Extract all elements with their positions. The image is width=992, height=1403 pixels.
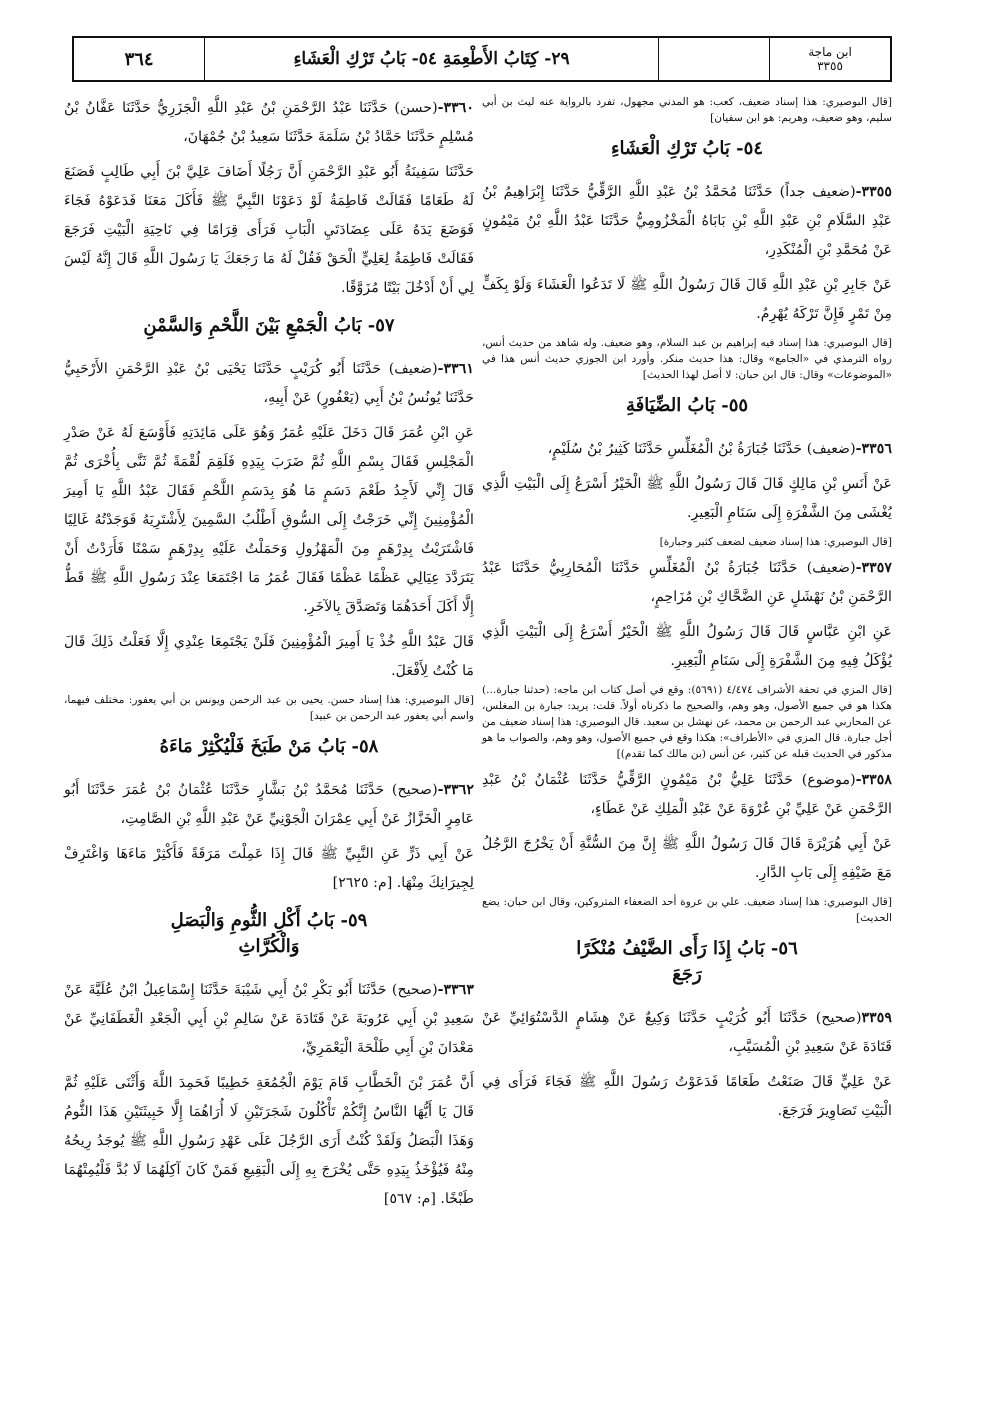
hadith-3359-isnad bbox=[482, 1004, 892, 1062]
hadith-3361-matn: عَنِ ابْنِ عُمَرَ قَالَ دَخَلَ عَلَيْهِ عُمَرُ وَهُوَ عَلَى مَائِدَتِهِ فَأَوْسَعَ لَهُ عَنْ صَدْرِ الْمَجْلِسِ فَقَالَ بِسْمِ اللَّهِ ثُمَّ ضَرَبَ بِيَدِهِ فَلَقِمَ لُقْمَةً ثُمَّ ثَنَّى بِأُخْرَى ثُمَّ قَالَ إِنِّي لَأَجِدُ طَعْمَ دَسَمٍ مَا هُوَ بِدَسَمِ اللَّحْمِ فَقَالَ عَبْدُ اللَّهِ يَا أَمِيرَ الْمُؤْمِنِينَ إِنِّي خَرَجْتُ إِلَى السُّوقِ أَطْلُبُ السَّمِينَ لِأَشْتَرِيَهُ فَوَجَدْتُهُ غَالِيًا فَاشْتَرَيْتُ بِدِرْهَمٍ مِنَ الْمَهْزُولِ وَحَمَلْتُ عَلَيْهِ بِدِرْهَمٍ سَمْنًا فَأَرَدْتُ أَنْ يَتَرَدَّدَ عِيَالِي عَظْمًا عَظْمًا فَقَالَ عُمَرُ مَا اجْتَمَعَا عِنْدَ رَسُولِ اللَّهِ ﷺ قَطُّ إِلَّا أَكَلَ أَحَدَهُمَا وَتَصَدَّقَ بِالآخَرِ. bbox=[64, 425, 474, 615]
hadith-grade: (حسن) bbox=[394, 100, 438, 116]
header-book-author: ابن ماجة bbox=[808, 45, 852, 59]
header-running-title: ٢٩- كِتَابُ الأَطْعِمَةِ ٥٤- بَابُ تَرْكِ الْعَشَاءِ bbox=[204, 38, 658, 80]
page-header bbox=[72, 36, 892, 82]
hadith-3363-isnad bbox=[64, 976, 474, 1063]
hadith-isnad-text: حَدَّثَنَا مُحَمَّدُ بْنُ عَبْدِ اللَّهِ الرَّقِّيُّ حَدَّثَنَا إِبْرَاهِيمُ بْنُ عَبْدِ السَّلَامِ بْنِ عَبْدِ اللَّهِ بْنِ بَابَاهُ الْمَخْزُومِيُّ حَدَّثَنَا عَبْدُ اللَّهِ بْنُ مَيْمُونٍ عَنْ مُحَمَّدِ بْنِ الْمُنْكَدِرِ، bbox=[482, 184, 892, 258]
header-hadith-range: ٣٣٥٥ bbox=[817, 59, 843, 73]
hadith-3358-note: [قال البوصيري: هذا إسناد ضعيف. علي بن عروة أحد الضعفاء المتروكين، وقال ابن حبان: يضع الحديث] bbox=[482, 896, 892, 924]
chapter-56-line2: رَجَعَ bbox=[672, 964, 702, 985]
hadith-isnad-text: حَدَّثَنَا جُبَارَةُ بْنُ الْمُغَلِّسِ حَدَّثَنَا الْمُحَارِبِيُّ حَدَّثَنَا عَبْدُ الرَّحْمَنِ بْنُ نَهْشَلٍ عَنِ الضَّحَّاكِ بْنِ مُزَاحِمٍ، bbox=[482, 560, 892, 605]
hadith-number: ٣٣٥٧- bbox=[855, 560, 892, 576]
header-empty-cell bbox=[658, 38, 769, 80]
hadith-3359-matn: عَنْ عَلِيٍّ قَالَ صَنَعْتُ طَعَامًا فَدَعَوْتُ رَسُولَ اللَّهِ ﷺ فَجَاءَ فَرَأَى فِي الْبَيْتِ تَصَاوِيرَ فَرَجَعَ. bbox=[482, 1074, 892, 1119]
hadith-isnad-text: حَدَّثَنَا عَلِيُّ بْنُ مَيْمُونٍ الرَّقِّيُّ حَدَّثَنَا عُثْمَانُ بْنُ عَبْدِ الرَّحْمَنِ عَنْ عَلِيِّ بْنِ عُرْوَةَ عَنْ عَبْدِ الْمَلِكِ عَنْ عَطَاءٍ، bbox=[482, 772, 892, 817]
hadith-grade: (ضعيف) bbox=[806, 441, 856, 457]
hadith-grade: (صحيح) bbox=[391, 782, 438, 798]
hadith-3360-isnad bbox=[64, 94, 474, 152]
hadith-number: ٣٣٦٣- bbox=[437, 982, 474, 998]
hadith-3356-isnad bbox=[482, 435, 892, 464]
hadith-3361-note: [قال البوصيري: هذا إسناد حسن. يحيى بن عبد الرحمن ويونس بن أبي يعفور: مختلف فيهما، واسم أبي يعفور عبد الرحمن بن عبيد] bbox=[64, 694, 474, 722]
hadith-3357-note: [قال المزي في تحفة الأشراف ٤/٤٧٤ (٥٦٩١): وقع في أصل كتاب ابن ماجه: (حدثنا جبارة...) هكذا هو في جميع الأصول، وهو وهم، والصحيح ما ذكرناه أولاً. قلت: يريد: جبارة بن المغلس، عن المحاربي عبد الرحمن بن محمد، عن نهشل بن سعيد. قال البوصيري: هذا إسناد ضعيف من أجل جبارة. قال المزي في «الأطراف»: هكذا وقع في جميع الأصول، وهو وهم، والصواب ما هو مذكور في الحديث قبله عن كثير، عن أنس (بن مالك كما تقدم)] bbox=[482, 684, 892, 760]
hadith-isnad-text: حَدَّثَنَا أَبُو كُرَيْبٍ حَدَّثَنَا يَحْيَى بْنُ عَبْدِ الرَّحْمَنِ الأَرْحَبِيُّ حَدَّثَنَا يُونُسُ بْنُ أَبِي (يَعْفُورٍ) عَنْ أَبِيهِ، bbox=[64, 361, 474, 406]
chapter-56-line1: ٥٦- بَابُ إِذَا رَأَى الضَّيْفُ مُنْكَرًا bbox=[576, 938, 798, 959]
hadith-isnad-text: حَدَّثَنَا أَبُو كُرَيْبٍ حَدَّثَنَا وَكِيعٌ عَنْ هِشَامٍ الدَّسْتُوَائِيِّ عَنْ قَتَادَةَ عَنْ سَعِيدِ بْنِ الْمُسَيَّبِ، bbox=[482, 1010, 892, 1055]
footnote-top: [قال البوصيري: هذا إسناد ضعيف، كعب: هو المدني مجهول، تفرد بالرواية عنه ليث بن أبي سليم، وهو ضعيف، وهريم: هو ابن سفيان] bbox=[482, 96, 892, 124]
hadith-isnad-text: حَدَّثَنَا عَبْدُ الرَّحْمَنِ بْنُ عَبْدِ اللَّهِ الْجَزَرِيُّ حَدَّثَنَا عَفَّانُ بْنُ مُسْلِمٍ حَدَّثَنَا حَمَّادُ بْنُ سَلَمَةَ حَدَّثَنَا سَعِيدُ بْنُ جُمْهَانَ، bbox=[64, 100, 474, 145]
hadith-3358-isnad bbox=[482, 766, 892, 824]
hadith-3355-note: [قال البوصيري: هذا إسناد فيه إبراهيم بن عبد السلام، وهو ضعيف. وله شاهد من حديث أنس، رواه الترمذي في «الجامع» وقال: هذا حديث منكر. وأورد ابن الجوزي حديث أنس هذا في «الموضوعات» وقال: قال ابن حبان: لا أصل لهذا الحديث] bbox=[482, 337, 892, 381]
chapter-heading-58: ٥٨- بَابُ مَنْ طَبَخَ فَلْيُكْثِرْ مَاءَهُ bbox=[159, 736, 379, 757]
hadith-isnad-text: حَدَّثَنَا أَبُو بَكْرِ بْنُ أَبِي شَيْبَةَ حَدَّثَنَا إِسْمَاعِيلُ ابْنُ عُلَيَّةَ عَنْ سَعِيدِ بْنِ أَبِي عَرُوبَةَ عَنْ قَتَادَةَ عَنْ سَالِمِ بْنِ أَبِي الْجَعْدِ الْغَطَفَانِيِّ عَنْ مَعْدَانَ بْنِ أَبِي طَلْحَةَ الْيَعْمَرِيِّ، bbox=[64, 982, 474, 1056]
hadith-3356-note: [قال البوصيري: هذا إسناد ضعيف لضعف كثير وجبارة] bbox=[659, 536, 892, 548]
hadith-3363-matn: أَنَّ عُمَرَ بْنَ الْخَطَّابِ قَامَ يَوْمَ الْجُمُعَةِ خَطِيبًا فَحَمِدَ اللَّهَ وَأَثْنَى عَلَيْهِ ثُمَّ قَالَ يَا أَيُّهَا النَّاسُ إِنَّكُمْ تَأْكُلُونَ شَجَرَتَيْنِ لَا أُرَاهُمَا إِلَّا خَبِيثَتَيْنِ هَذَا الثُّومُ وَهَذَا الْبَصَلُ وَلَقَدْ كُنْتُ أَرَى الرَّجُلَ عَلَى عَهْدِ رَسُولِ اللَّهِ ﷺ يُوجَدُ رِيحُهُ مِنْهُ فَيُؤْخَذُ بِيَدِهِ حَتَّى يُخْرَجَ بِهِ إِلَى الْبَقِيعِ فَمَنْ كَانَ آكِلَهُمَا لَا بُدَّ فَلْيُمِتْهُمَا طَبْخًا. [م: ٥٦٧] bbox=[64, 1075, 474, 1207]
hadith-3358-matn: عَنْ أَبِي هُرَيْرَةَ قَالَ قَالَ رَسُولُ اللَّهِ ﷺ إِنَّ مِنَ السُّنَّةِ أَنْ يَخْرُجَ الرَّجُلُ مَعَ ضَيْفِهِ إِلَى بَابِ الدَّارِ. bbox=[482, 836, 892, 881]
right-column bbox=[482, 94, 892, 1132]
hadith-number: ٣٣٥٥- bbox=[855, 184, 892, 200]
hadith-3361-matn-continued: قَالَ عَبْدُ اللَّهِ خُذْ يَا أَمِيرَ الْمُؤْمِنِينَ فَلَنْ يَجْتَمِعَا عِنْدِي إِلَّا فَعَلْتُ ذَلِكَ قَالَ مَا كُنْتُ لِأَفْعَلَ. bbox=[64, 634, 474, 679]
hadith-3357-isnad bbox=[482, 554, 892, 612]
hadith-3355-matn: عَنْ جَابِرِ بْنِ عَبْدِ اللَّهِ قَالَ قَالَ رَسُولُ اللَّهِ ﷺ لَا تَدَعُوا الْعَشَاءَ وَلَوْ بِكَفٍّ مِنْ تَمْرٍ فَإِنَّ تَرْكَهُ يُهْرِمُ. bbox=[482, 277, 892, 322]
hadith-3355-isnad bbox=[482, 178, 892, 265]
hadith-3362-matn: عَنْ أَبِي ذَرٍّ عَنِ النَّبِيِّ ﷺ قَالَ إِذَا عَمِلْتَ مَرَقَةً فَأَكْثِرْ مَاءَهَا وَاغْتَرِفْ لِجِيرَانِكَ مِنْهَا. [م: ٢٦٢٥] bbox=[64, 846, 474, 891]
hadith-isnad-text: حَدَّثَنَا جُبَارَةُ بْنُ الْمُغَلِّسِ حَدَّثَنَا كَثِيرُ بْنُ سُلَيْمٍ، bbox=[547, 441, 807, 457]
chapter-heading-55: ٥٥- بَابُ الضِّيَافَةِ bbox=[625, 395, 749, 416]
hadith-3356-matn: عَنْ أَنَسِ بْنِ مَالِكٍ قَالَ قَالَ رَسُولُ اللَّهِ ﷺ الْخَيْرُ أَسْرَعُ إِلَى الْبَيْتِ الَّذِي يُغْشَى مِنَ الشَّفْرَةِ إِلَى سَنَامِ الْبَعِيرِ. bbox=[482, 476, 892, 521]
chapter-59-line1: ٥٩- بَابُ أَكْلِ الثُّومِ وَالْبَصَلِ bbox=[170, 910, 368, 931]
hadith-grade: (ضعيف جداً) bbox=[779, 184, 856, 200]
hadith-grade: (ضعيف) bbox=[806, 560, 856, 576]
hadith-3360-matn: حَدَّثَنَا سَفِينَةُ أَبُو عَبْدِ الرَّحْمَنِ أَنَّ رَجُلًا أَضَافَ عَلِيَّ بْنَ أَبِي طَالِبٍ فَصَنَعَ لَهُ طَعَامًا فَقَالَتْ فَاطِمَةُ لَوْ دَعَوْنَا النَّبِيَّ ﷺ فَأَكَلَ مَعَنَا فَدَعَوْهُ فَجَاءَ فَوَضَعَ يَدَهُ عَلَى عِضَادَتَيِ الْبَابِ فَرَأَى قِرَامًا فِي نَاحِيَةِ الْبَيْتِ فَرَجَعَ فَقَالَتْ فَاطِمَةُ لِعَلِيٍّ الْحَقْ فَقُلْ لَهُ مَا رَجَعَكَ يَا رَسُولَ اللَّهِ قَالَ إِنَّهُ لَيْسَ لِي أَنْ أَدْخُلَ بَيْتًا مُزَوَّقًا. bbox=[64, 164, 474, 296]
chapter-heading-56 bbox=[482, 936, 892, 988]
hadith-number: ٣٣٦١- bbox=[437, 361, 474, 377]
hadith-isnad-text: حَدَّثَنَا مُحَمَّدُ بْنُ بَشَّارٍ حَدَّثَنَا عُثْمَانُ بْنُ عُمَرَ حَدَّثَنَا أَبُو عَامِرٍ الْخَزَّازُ عَنْ أَبِي عِمْرَانَ الْجَوْنِيِّ عَنْ عَبْدِ اللَّهِ بْنِ الصَّامِتِ، bbox=[64, 782, 474, 827]
hadith-grade: (ضعيف) bbox=[388, 361, 438, 377]
hadith-number: ٣٣٥٦- bbox=[855, 441, 892, 457]
hadith-number: ٣٣٥٩ bbox=[861, 1010, 892, 1026]
hadith-3361-isnad bbox=[64, 355, 474, 413]
header-page-number: ٣٦٤ bbox=[124, 48, 154, 70]
header-book-info bbox=[769, 38, 890, 80]
hadith-grade: (موضوع) bbox=[801, 772, 856, 788]
hadith-number: ٣٣٦٢- bbox=[437, 782, 474, 798]
chapter-heading-57: ٥٧- بَابُ الْجَمْعِ بَيْنَ اللَّحْمِ وَالسَّمْنِ bbox=[143, 315, 395, 336]
hadith-3362-isnad bbox=[64, 776, 474, 834]
hadith-3357-matn: عَنِ ابْنِ عَبَّاسٍ قَالَ قَالَ رَسُولُ اللَّهِ ﷺ الْخَيْرُ أَسْرَعُ إِلَى الْبَيْتِ الَّذِي يُؤْكَلُ فِيهِ مِنَ الشَّفْرَةِ إِلَى سَنَامِ الْبَعِيرِ. bbox=[482, 624, 892, 669]
chapter-heading-59 bbox=[64, 908, 474, 960]
hadith-grade: (صحيح) bbox=[815, 1010, 862, 1026]
left-column bbox=[64, 94, 474, 1220]
hadith-grade: (صحيح) bbox=[391, 982, 438, 998]
chapter-59-line2: وَالْكُرَّاثِ bbox=[238, 936, 300, 957]
hadith-number: ٣٣٦٠- bbox=[437, 100, 474, 116]
hadith-number: ٣٣٥٨- bbox=[855, 772, 892, 788]
chapter-heading-54: ٥٤- بَابُ تَرْكِ الْعَشَاءِ bbox=[610, 138, 763, 159]
